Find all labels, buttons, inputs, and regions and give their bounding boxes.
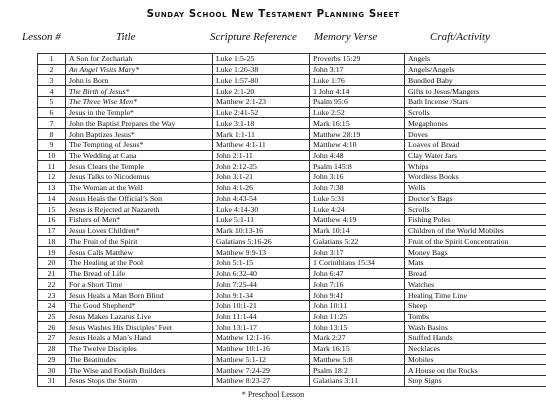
lesson-title-cell: Jesus Heals a Man’s Hand xyxy=(66,333,213,344)
lesson-title-cell: The Wedding at Cana xyxy=(66,150,213,161)
lesson-number-cell: 25 xyxy=(38,311,66,322)
craft-activity-cell: Fruit of the Spirit Concentration xyxy=(405,236,546,247)
craft-activity-cell: Megaphones xyxy=(405,118,546,129)
scripture-cell: Mark 10:13-16 xyxy=(213,225,310,236)
memory-verse-cell: Mark 16:15 xyxy=(310,118,405,129)
header-title: Title xyxy=(116,31,136,43)
craft-activity-cell: Wash Basins xyxy=(405,322,546,333)
lesson-title-cell: The Bread of Life xyxy=(66,268,213,279)
lesson-number-cell: 21 xyxy=(38,268,66,279)
lesson-title-cell: The Woman at the Well xyxy=(66,182,213,193)
lesson-title-cell: Fishers of Men* xyxy=(66,215,213,226)
lesson-number-cell: 18 xyxy=(38,236,66,247)
lesson-title-cell: Jesus Clears the Temple xyxy=(66,161,213,172)
craft-activity-cell: Necklaces xyxy=(405,343,546,354)
lesson-table-body xyxy=(38,54,546,387)
lesson-title-cell: The Good Shepherd* xyxy=(66,300,213,311)
table-row xyxy=(38,96,546,107)
lesson-title-cell: The Beatitudes xyxy=(66,354,213,365)
scripture-cell: Galatians 5:16-26 xyxy=(213,236,310,247)
memory-verse-cell: John 10:11 xyxy=(310,300,405,311)
memory-verse-cell: John 7:38 xyxy=(310,182,405,193)
table-row xyxy=(38,247,546,258)
table-row xyxy=(38,333,546,344)
memory-verse-cell: Psalm 145:8 xyxy=(310,161,405,172)
lesson-number-cell: 7 xyxy=(38,118,66,129)
scripture-cell: Matthew 2:1-23 xyxy=(213,96,310,107)
lesson-number-cell: 19 xyxy=(38,247,66,258)
craft-activity-cell: Scrolls xyxy=(405,107,546,118)
table-row xyxy=(38,279,546,290)
lesson-number-cell: 15 xyxy=(38,204,66,215)
memory-verse-cell: John 11:25 xyxy=(310,311,405,322)
table-row xyxy=(38,290,546,301)
craft-activity-cell: Angels/Angels xyxy=(405,64,546,75)
lesson-number-cell: 27 xyxy=(38,333,66,344)
scripture-cell: Luke 2:1-20 xyxy=(213,86,310,97)
lesson-number-cell: 24 xyxy=(38,300,66,311)
scripture-cell: Matthew 9:9-13 xyxy=(213,247,310,258)
lesson-number-cell: 26 xyxy=(38,322,66,333)
memory-verse-cell: John 6:47 xyxy=(310,268,405,279)
header-lesson: Lesson # xyxy=(22,31,61,43)
lesson-title-cell: The Healing at the Pool xyxy=(66,257,213,268)
header-memory: Memory Verse xyxy=(314,31,378,43)
lesson-title-cell: The Three Wise Men* xyxy=(66,96,213,107)
lesson-number-cell: 9 xyxy=(38,139,66,150)
memory-verse-cell: Luke 5:31 xyxy=(310,193,405,204)
craft-activity-cell: Sheep xyxy=(405,300,546,311)
lesson-title-cell: Jesus Calls Matthew xyxy=(66,247,213,258)
table-row xyxy=(38,225,546,236)
footnote: * Preschool Lesson xyxy=(241,390,305,399)
lesson-title-cell: John the Baptist Prepares the Way xyxy=(66,118,213,129)
table-row xyxy=(38,75,546,86)
lesson-title-cell: Jesus is Rejected at Nazareth xyxy=(66,204,213,215)
lesson-number-cell: 29 xyxy=(38,354,66,365)
craft-activity-cell: A House on the Rocks xyxy=(405,365,546,376)
craft-activity-cell: Bath Incense /Stars xyxy=(405,96,546,107)
memory-verse-cell: Psalm 18:2 xyxy=(310,365,405,376)
lesson-number-cell: 14 xyxy=(38,193,66,204)
scripture-cell: John 4:43-54 xyxy=(213,193,310,204)
scripture-cell: John 6:32-40 xyxy=(213,268,310,279)
lesson-number-cell: 31 xyxy=(38,376,66,387)
scripture-cell: John 13:1-17 xyxy=(213,322,310,333)
header-craft: Craft/Activity xyxy=(430,31,490,43)
scripture-cell: Luke 5:1-11 xyxy=(213,215,310,226)
lesson-number-cell: 30 xyxy=(38,365,66,376)
lesson-table xyxy=(37,53,546,387)
sheet-title: Sunday School New Testament Planning Sheet xyxy=(146,9,400,20)
lesson-title-cell: The Wise and Foolish Builders xyxy=(66,365,213,376)
table-row xyxy=(38,322,546,333)
table-row xyxy=(38,107,546,118)
craft-activity-cell: Whips xyxy=(405,161,546,172)
craft-activity-cell: Stuffed Hands xyxy=(405,333,546,344)
memory-verse-cell: 1 Corinthians 15:34 xyxy=(310,257,405,268)
craft-activity-cell: Bundled Baby xyxy=(405,75,546,86)
memory-verse-cell: John 7:16 xyxy=(310,279,405,290)
craft-activity-cell: Fishing Poles xyxy=(405,215,546,226)
memory-verse-cell: 1 John 4:14 xyxy=(310,86,405,97)
table-row xyxy=(38,118,546,129)
scripture-cell: John 10:1-21 xyxy=(213,300,310,311)
scripture-cell: Luke 1:26-38 xyxy=(213,64,310,75)
craft-activity-cell: Wells xyxy=(405,182,546,193)
scripture-cell: John 3:1-21 xyxy=(213,172,310,183)
craft-activity-cell: Tombs xyxy=(405,311,546,322)
lesson-title-cell: A Son for Zechariah xyxy=(66,54,213,65)
lesson-number-cell: 12 xyxy=(38,172,66,183)
scripture-cell: Luke 4:14-30 xyxy=(213,204,310,215)
table-row xyxy=(38,215,546,226)
lesson-title-cell: Jesus Washes His Disciples’ Feet xyxy=(66,322,213,333)
lesson-number-cell: 20 xyxy=(38,257,66,268)
header-scripture: Scripture Reference xyxy=(210,31,297,43)
scripture-cell: John 4:1-26 xyxy=(213,182,310,193)
lesson-number-cell: 17 xyxy=(38,225,66,236)
craft-activity-cell: Stop Signs xyxy=(405,376,546,387)
lesson-number-cell: 5 xyxy=(38,96,66,107)
lesson-number-cell: 22 xyxy=(38,279,66,290)
memory-verse-cell: Luke 4:24 xyxy=(310,204,405,215)
memory-verse-cell: Psalm 95:6 xyxy=(310,96,405,107)
craft-activity-cell: Clay Water Jars xyxy=(405,150,546,161)
table-row xyxy=(38,376,546,387)
craft-activity-cell: Bread xyxy=(405,268,546,279)
lesson-title-cell: The Twelve Disciples xyxy=(66,343,213,354)
table-row xyxy=(38,129,546,140)
lesson-number-cell: 28 xyxy=(38,343,66,354)
craft-activity-cell: Healing Time Line xyxy=(405,290,546,301)
table-row xyxy=(38,54,546,65)
lesson-title-cell: Jesus Talks to Nicodemus xyxy=(66,172,213,183)
memory-verse-cell: Matthew 28:19 xyxy=(310,129,405,140)
table-row xyxy=(38,268,546,279)
memory-verse-cell: Mark 10:14 xyxy=(310,225,405,236)
table-row xyxy=(38,172,546,183)
lesson-title-cell: The Birth of Jesus* xyxy=(66,86,213,97)
table-row xyxy=(38,86,546,97)
lesson-number-cell: 1 xyxy=(38,54,66,65)
scripture-cell: Mark 1:1-11 xyxy=(213,129,310,140)
memory-verse-cell: Galatians 3:11 xyxy=(310,376,405,387)
scripture-cell: John 7:25-44 xyxy=(213,279,310,290)
lesson-title-cell: The Fruit of the Spirit xyxy=(66,236,213,247)
table-row xyxy=(38,311,546,322)
scripture-cell: Matthew 8:23-27 xyxy=(213,376,310,387)
memory-verse-cell: Matthew 4:19 xyxy=(310,215,405,226)
craft-activity-cell: Money Bags xyxy=(405,247,546,258)
lesson-number-cell: 6 xyxy=(38,107,66,118)
table-row xyxy=(38,182,546,193)
lesson-title-cell: John is Born xyxy=(66,75,213,86)
table-row xyxy=(38,150,546,161)
scripture-cell: Luke 1:5-25 xyxy=(213,54,310,65)
memory-verse-cell: Luke 2:52 xyxy=(310,107,405,118)
craft-activity-cell: Loaves of Bread xyxy=(405,139,546,150)
table-row xyxy=(38,343,546,354)
lesson-title-cell: Jesus Stops the Storm xyxy=(66,376,213,387)
scripture-cell: Matthew 10:1-16 xyxy=(213,343,310,354)
scripture-cell: John 9:1-34 xyxy=(213,290,310,301)
lesson-number-cell: 2 xyxy=(38,64,66,75)
scripture-cell: John 2:1-11 xyxy=(213,150,310,161)
table-row xyxy=(38,139,546,150)
lesson-title-cell: Jesus Makes Lazarus Live xyxy=(66,311,213,322)
memory-verse-cell: John 9:41 xyxy=(310,290,405,301)
lesson-title-cell: Jesus Heals the Official’s Son xyxy=(66,193,213,204)
memory-verse-cell: John 13:15 xyxy=(310,322,405,333)
table-row xyxy=(38,193,546,204)
craft-activity-cell: Children of the World Mobiles xyxy=(405,225,546,236)
table-row xyxy=(38,354,546,365)
lesson-title-cell: The Tempting of Jesus* xyxy=(66,139,213,150)
craft-activity-cell: Mobiles xyxy=(405,354,546,365)
scripture-cell: Luke 3:1-18 xyxy=(213,118,310,129)
craft-activity-cell: Watches xyxy=(405,279,546,290)
scripture-cell: John 11:1-44 xyxy=(213,311,310,322)
craft-activity-cell: Mats xyxy=(405,257,546,268)
memory-verse-cell: John 3:16 xyxy=(310,172,405,183)
lesson-number-cell: 13 xyxy=(38,182,66,193)
table-row xyxy=(38,257,546,268)
lesson-title-cell: Jesus in the Temple* xyxy=(66,107,213,118)
memory-verse-cell: Proverbs 15:29 xyxy=(310,54,405,65)
lesson-number-cell: 4 xyxy=(38,86,66,97)
lesson-title-cell: For a Short Time xyxy=(66,279,213,290)
craft-activity-cell: Doves xyxy=(405,129,546,140)
memory-verse-cell: Mark 16:15 xyxy=(310,343,405,354)
lesson-title-cell: Jesus Loves Children* xyxy=(66,225,213,236)
table-row xyxy=(38,365,546,376)
lesson-number-cell: 23 xyxy=(38,290,66,301)
memory-verse-cell: John 4:48 xyxy=(310,150,405,161)
lesson-title-cell: An Angel Visits Mary* xyxy=(66,64,213,75)
memory-verse-cell: John 3:17 xyxy=(310,64,405,75)
table-row xyxy=(38,161,546,172)
table-row xyxy=(38,300,546,311)
lesson-number-cell: 8 xyxy=(38,129,66,140)
memory-verse-cell: Luke 1:76 xyxy=(310,75,405,86)
memory-verse-cell: Galatians 5:22 xyxy=(310,236,405,247)
lesson-number-cell: 10 xyxy=(38,150,66,161)
memory-verse-cell: Matthew 5:8 xyxy=(310,354,405,365)
lesson-number-cell: 11 xyxy=(38,161,66,172)
scripture-cell: Matthew 12:1-16 xyxy=(213,333,310,344)
craft-activity-cell: Scrolls xyxy=(405,204,546,215)
lesson-title-cell: Jesus Heals a Man Born Blind xyxy=(66,290,213,301)
scripture-cell: John 2:12-25 xyxy=(213,161,310,172)
memory-verse-cell: Mark 2:27 xyxy=(310,333,405,344)
craft-activity-cell: Wordless Books xyxy=(405,172,546,183)
table-row xyxy=(38,64,546,75)
scripture-cell: Matthew 4:1-11 xyxy=(213,139,310,150)
scripture-cell: Matthew 5:1-12 xyxy=(213,354,310,365)
scripture-cell: Luke 1:57-80 xyxy=(213,75,310,86)
memory-verse-cell: Matthew 4:10 xyxy=(310,139,405,150)
craft-activity-cell: Doctor’s Bags xyxy=(405,193,546,204)
lesson-number-cell: 16 xyxy=(38,215,66,226)
scripture-cell: Matthew 7:24-29 xyxy=(213,365,310,376)
table-row xyxy=(38,236,546,247)
lesson-title-cell: John Baptizes Jesus* xyxy=(66,129,213,140)
table-row xyxy=(38,204,546,215)
scripture-cell: Luke 2:41-52 xyxy=(213,107,310,118)
craft-activity-cell: Gifts to Jesus/Mangers xyxy=(405,86,546,97)
scripture-cell: John 5:1-15 xyxy=(213,257,310,268)
lesson-number-cell: 3 xyxy=(38,75,66,86)
memory-verse-cell: John 3:17 xyxy=(310,247,405,258)
craft-activity-cell: Angels xyxy=(405,54,546,65)
